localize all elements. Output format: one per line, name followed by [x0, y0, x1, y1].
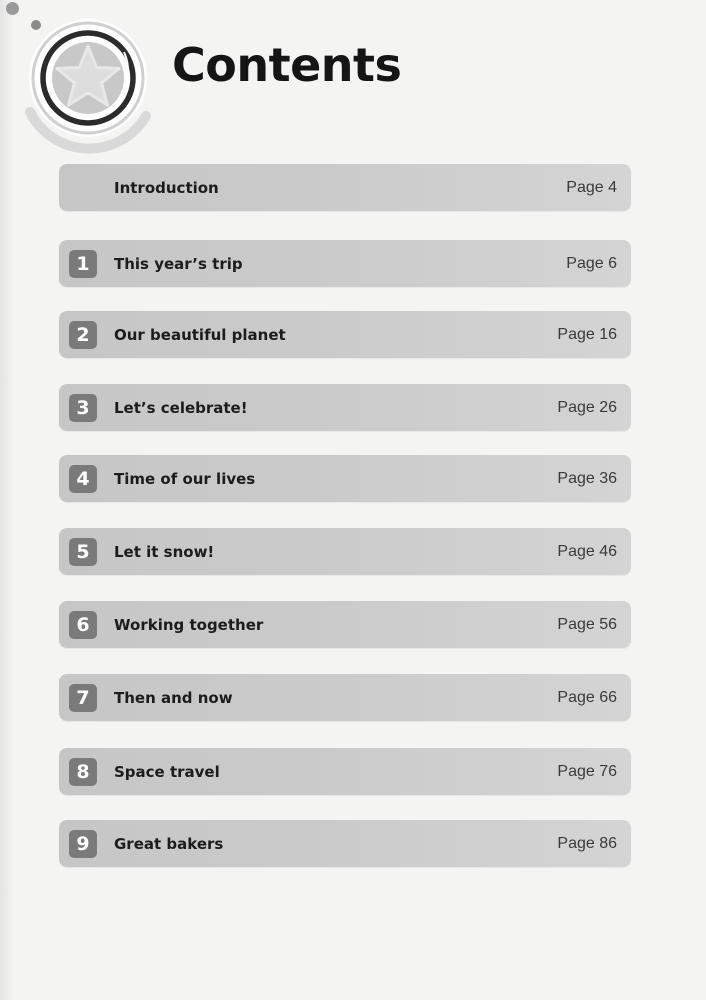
toc-row-title: This year’s trip [114, 255, 243, 273]
toc-row[interactable] [59, 311, 631, 358]
unit-number-badge: 4 [69, 465, 97, 493]
decorative-dot [6, 2, 19, 15]
toc-row-title: Space travel [114, 763, 220, 781]
toc-row[interactable] [59, 528, 631, 575]
toc-row-title: Working together [114, 616, 264, 634]
toc-row-title: Let’s celebrate! [114, 399, 248, 417]
toc-row[interactable] [59, 601, 631, 648]
toc-row[interactable] [59, 674, 631, 721]
unit-number-badge: 6 [69, 611, 97, 639]
toc-row[interactable] [59, 820, 631, 867]
toc-row[interactable] [59, 748, 631, 795]
toc-row-page: Page 86 [557, 835, 617, 852]
toc-row-page: Page 36 [557, 470, 617, 487]
unit-number-badge: 8 [69, 758, 97, 786]
toc-row-title: Time of our lives [114, 470, 256, 488]
toc-row[interactable] [59, 164, 631, 211]
toc-row-page: Page 46 [557, 543, 617, 560]
toc-row-page: Page 56 [557, 616, 617, 633]
unit-number-badge: 5 [69, 538, 97, 566]
unit-number-badge: 1 [69, 250, 97, 278]
toc-row-page: Page 4 [566, 179, 617, 196]
page-edge-shadow [0, 0, 14, 1000]
toc-row-page: Page 26 [557, 399, 617, 416]
unit-number-badge: 9 [69, 830, 97, 858]
toc-row-title: Let it snow! [114, 543, 215, 561]
toc-row-page: Page 6 [566, 255, 617, 272]
toc-row[interactable] [59, 455, 631, 502]
toc-row-page: Page 66 [557, 689, 617, 706]
unit-number-badge: 7 [69, 684, 97, 712]
toc-row[interactable] [59, 384, 631, 431]
toc-row-page: Page 76 [557, 763, 617, 780]
toc-row-title: Then and now [114, 689, 233, 707]
toc-row-page: Page 16 [557, 326, 617, 343]
toc-row[interactable] [59, 240, 631, 287]
toc-row-title: Great bakers [114, 835, 224, 853]
star-badge-icon [18, 16, 158, 156]
toc-row-title: Our beautiful planet [114, 326, 286, 344]
page-title: Contents [172, 38, 402, 92]
unit-number-badge: 3 [69, 394, 97, 422]
unit-number-badge: 2 [69, 321, 97, 349]
toc-row-title: Introduction [114, 179, 219, 197]
